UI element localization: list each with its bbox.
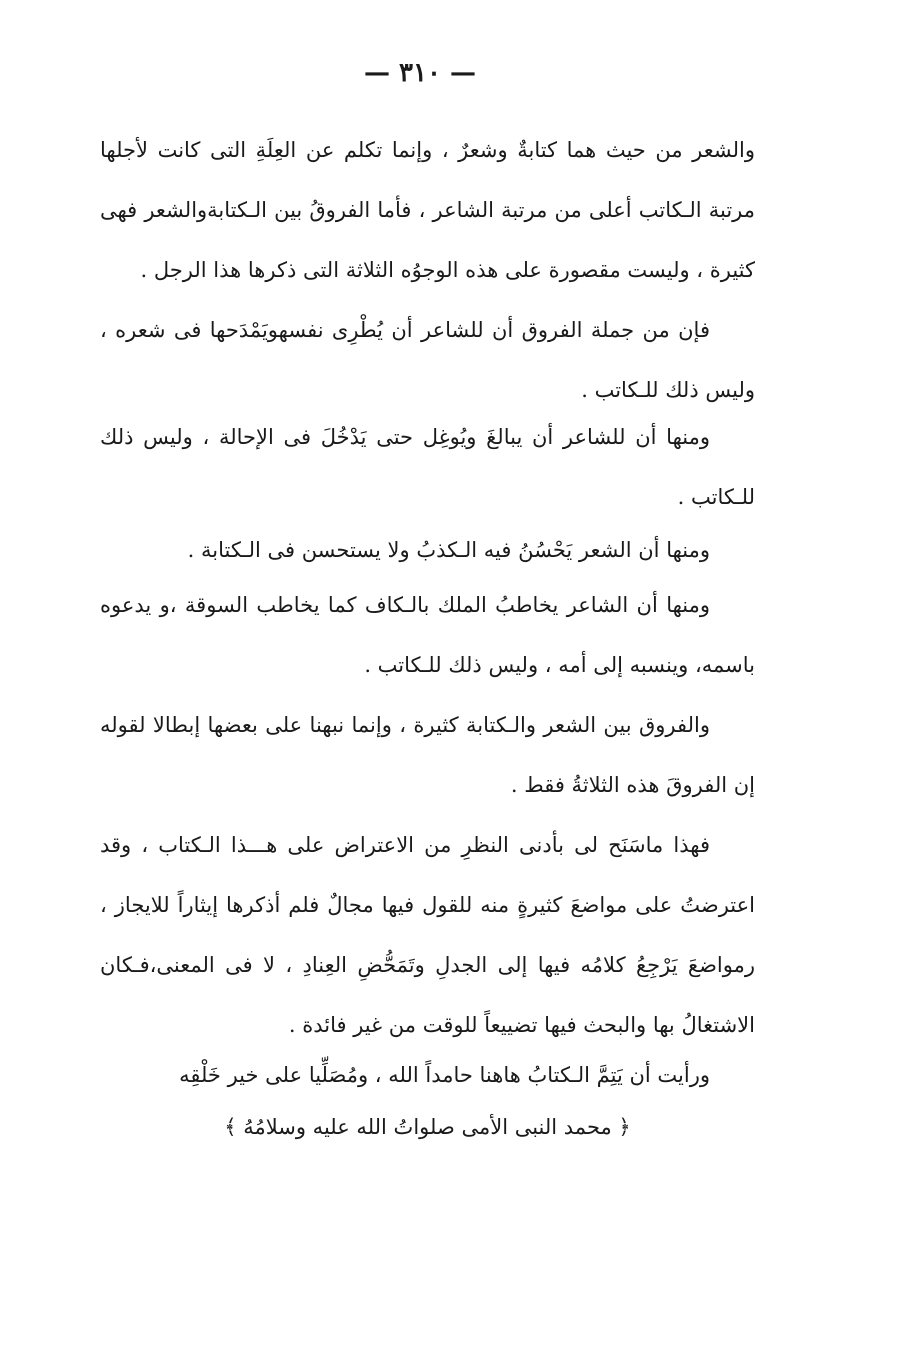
page-number: — ٣١٠ — bbox=[363, 58, 477, 88]
paragraph-3 bbox=[100, 407, 755, 527]
paragraph-text: والشعر من حيث هما كتابةٌ وشعرٌ ، وإنما تكلم عن العِلَةِ التى كانت لأجلها مرتبة الـكاتب أعلى من مرتبة الشاعر ، فأما الفروقُ بين الـكتابةوالشعر فهى كثيرة ، وليست مقصورة على هذه الوجوُه الثلاثة التى ذكرها هذا الرجل . bbox=[100, 138, 755, 282]
paragraph-text: فهذا ماسَنَح لى بأدنى النظرِ من الاعتراض على هـــذا الـكتاب ، وقد اعترضتُ على مواضعَ كثيرةٍ منه للقول فيها مجالٌ فلم أذكرها إيثاراً للايجاز ، رمواضعَ يَرْجِعُ كلامُه فيها إلى الجدلِ وتَمَحُّضِ العِنادِ ، لا فى المعنى،فـكان الاشتغالُ بها والبحث فيها تضييعاً للوقت من غير فائدة . bbox=[100, 833, 755, 1037]
paragraph-5 bbox=[100, 575, 755, 695]
paragraph-2 bbox=[100, 300, 755, 420]
paragraph-text: ومنها أن الشعر يَحْسُنُ فيه الـكذبُ ولا يستحسن فى الـكتابة . bbox=[187, 538, 710, 562]
paragraph-7 bbox=[100, 815, 755, 1055]
paragraph-text: ومنها أن الشاعر يخاطبُ الملك بالـكاف كما يخاطب السوقة ،و يدعوه باسمه، وينسبه إلى أمه ، وليس ذلك للـكاتب . bbox=[100, 593, 755, 677]
closing-line bbox=[100, 1097, 815, 1157]
paragraph-text: ورأيت أن يَتِمَّ الـكتابُ هاهنا حامداً الله ، ومُصَلِّيا على خير خَلْقِه bbox=[179, 1063, 710, 1087]
paragraph-text: والفروق بين الشعر والـكتابة كثيرة ، وإنما نبهنا على بعضها إبطالا لقوله إن الفروقَ هذه الثلاثةُ فقط . bbox=[100, 713, 755, 797]
closing-text: ﴿ محمد النبى الأمى صلواتُ الله عليه وسلامُهُ ﴾ bbox=[224, 1115, 631, 1139]
paragraph-8 bbox=[100, 1045, 755, 1105]
paragraph-text: ومنها أن للشاعر أن يبالغَ ويُوغِل حتى يَدْخُلَ فى الإحالة ، وليس ذلك للـكاتب . bbox=[100, 425, 755, 509]
paragraph-1 bbox=[100, 120, 755, 300]
paragraph-4 bbox=[100, 520, 755, 580]
paragraph-6 bbox=[100, 695, 755, 815]
paragraph-text: فإن من جملة الفروق أن للشاعر أن يُطْرِى نفسهويَمْدَحها فى شعره ، وليس ذلك للـكاتب . bbox=[100, 318, 755, 402]
